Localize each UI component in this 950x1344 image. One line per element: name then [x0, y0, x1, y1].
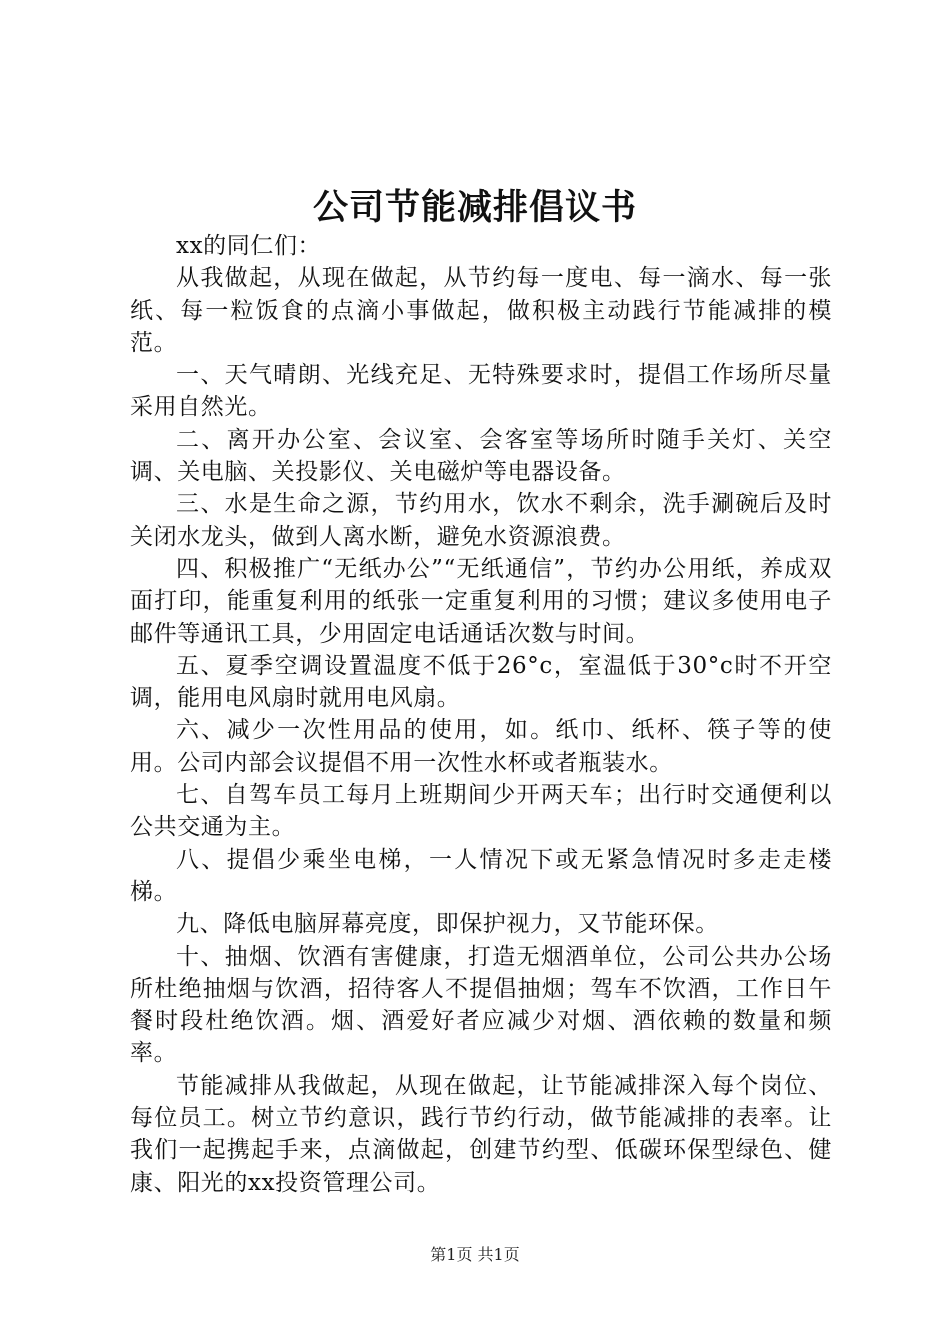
- paragraph-item-2: 二、离开办公室、会议室、会客室等场所时随手关灯、关空调、关电脑、关投影仪、关电磁炉等电器设备。: [130, 426, 832, 486]
- page-footer: 第1页 共1页: [430, 1245, 520, 1264]
- paragraph-item-10: 十、抽烟、饮酒有害健康，打造无烟酒单位，公司公共办公场所杜绝抽烟与饮酒，招待客人不提倡抽烟；驾车不饮酒，工作日午餐时段杜绝饮酒。烟、酒爱好者应减少对烟、酒依赖的数量和频率。: [130, 943, 832, 1067]
- paragraph-item-1: 一、天气晴朗、光线充足、无特殊要求时，提倡工作场所尽量采用自然光。: [130, 362, 832, 421]
- paragraph-closing: 节能减排从我做起，从现在做起，让节能减排深入每个岗位、每位员工。树立节约意识，践行节约行动，做节能减排的表率。让我们一起携起手来，点滴做起，创建节约型、低碳环保型绿色、健康、阳光的xx投资管理公司。: [130, 1072, 832, 1196]
- paragraph-item-6: 六、减少一次性用品的使用，如。纸巾、纸杯、筷子等的使用。公司内部会议提倡不用一次性水杯或者瓶装水。: [130, 717, 832, 776]
- paragraph-item-5: 五、夏季空调设置温度不低于26°c，室温低于30°c时不开空调，能用电风扇时就用电风扇。: [130, 652, 832, 712]
- paragraph-item-3: 三、水是生命之源，节约用水，饮水不剩余，洗手涮碗后及时关闭水龙头，做到人离水断，避免水资源浪费。: [130, 491, 832, 550]
- paragraph-item-8: 八、提倡少乘坐电梯，一人情况下或无紧急情况时多走走楼梯。: [130, 846, 832, 905]
- paragraph-item-4: 四、积极推广“无纸办公”“无纸通信”，节约办公用纸，养成双面打印，能重复利用的纸张一定重复利用的习惯；建议多使用电子邮件等通讯工具，少用固定电话通话次数与时间。: [130, 555, 832, 647]
- paragraph-item-7: 七、自驾车员工每月上班期间少开两天车；出行时交通便利以公共交通为主。: [130, 782, 832, 841]
- paragraph-item-9: 九、降低电脑屏幕亮度，即保护视力，又节能环保。: [176, 911, 719, 938]
- document-body: [130, 230, 832, 1199]
- document-title: 公司节能减排倡议书: [312, 187, 637, 228]
- paragraph-intro: 从我做起，从现在做起，从节约每一度电、每一滴水、每一张纸、每一粒饭食的点滴小事做起，做积极主动践行节能减排的模范。: [130, 265, 832, 356]
- salutation: xx的同仁们：: [176, 233, 322, 259]
